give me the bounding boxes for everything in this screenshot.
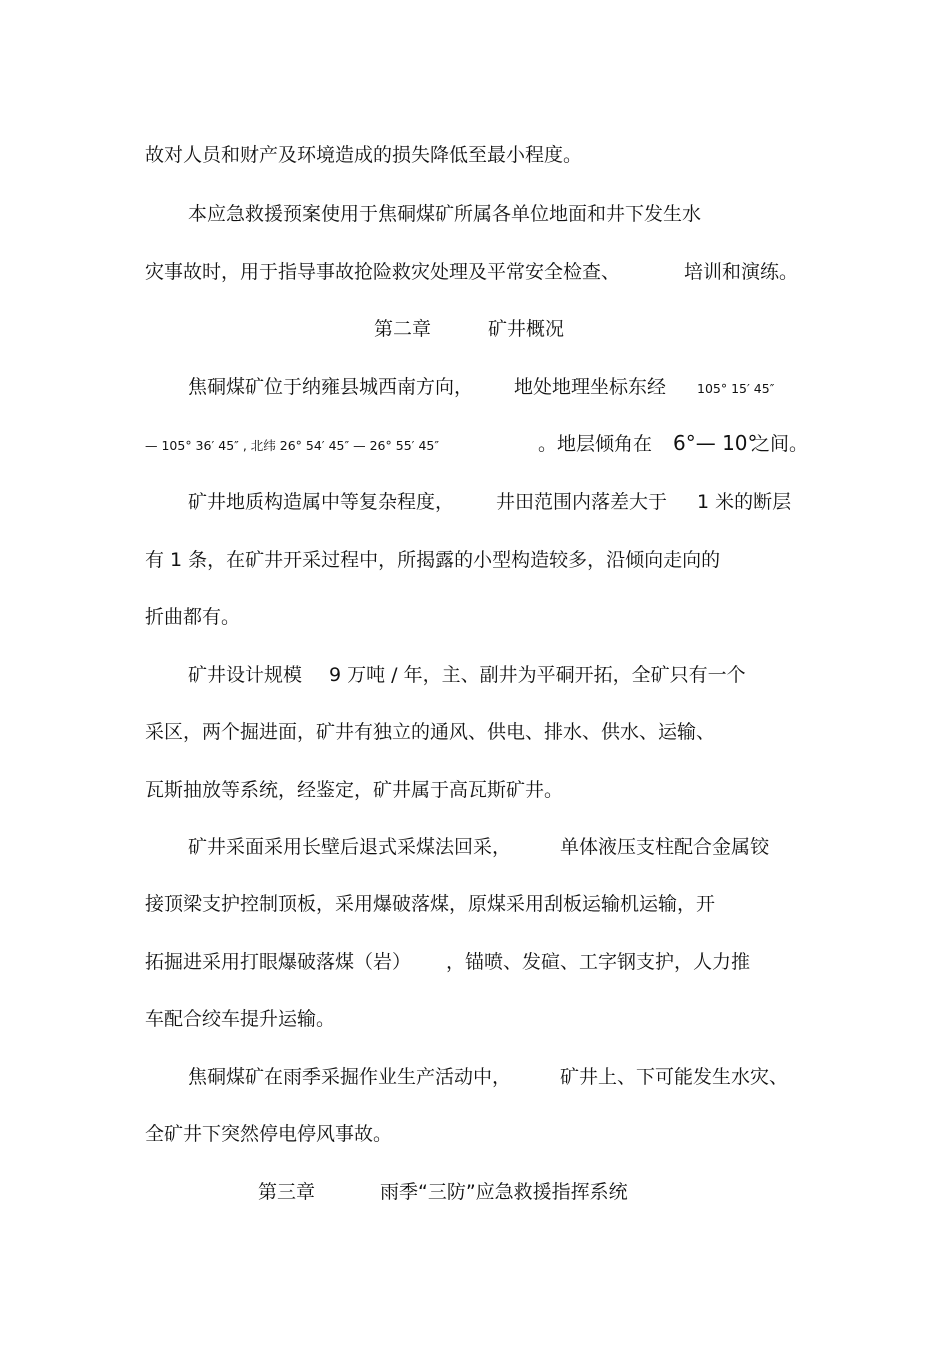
coordinate-text: — 105° 36′ 45″ , 北纬 26° 54′ 45″ — 26° 55′ 45″ — [145, 438, 440, 453]
body-line: ，锚喷、发碹、工字钢支护，人力推 — [446, 951, 751, 973]
body-line: 采区，两个掘进面，矿井有独立的通风、供电、排水、供水、运输、 — [145, 721, 716, 743]
body-line: 9 万吨 / 年，主、副井为平硐开拓，全矿只有一个 — [329, 664, 746, 686]
body-line: 焦硐煤矿位于纳雍县城西南方向， — [188, 376, 474, 398]
body-line: 1 米的断层 — [697, 491, 792, 513]
chapter-number: 第二章 — [374, 318, 432, 340]
body-line: 拓掘进采用打眼爆破落煤（岩） — [145, 951, 412, 973]
chapter-title: 矿井概况 — [488, 318, 565, 340]
body-line: 本应急救援预案使用于焦硐煤矿所属各单位地面和井下发生水 — [188, 203, 702, 225]
body-line: 有 1 条，在矿井开采过程中，所揭露的小型构造较多，沿倾向走向的 — [145, 549, 721, 571]
body-line: 接顶梁支护控制顶板，采用爆破落煤，原煤采用刮板运输机运输，开 — [145, 893, 716, 915]
body-line: 全矿井下突然停电停风事故。 — [145, 1123, 393, 1145]
body-line: 单体液压支柱配合金属铰 — [560, 836, 770, 858]
body-line: 矿井设计规模 — [188, 664, 303, 686]
body-line: 折曲都有。 — [145, 606, 241, 628]
chapter-title: 雨季“三防”应急救援指挥系统 — [380, 1181, 628, 1203]
body-line: 井田范围内落差大于 — [496, 491, 668, 513]
body-line: 瓦斯抽放等系统，经鉴定，矿井属于高瓦斯矿井。 — [145, 779, 564, 801]
body-line: 矿井上、下可能发生水灾、 — [560, 1066, 789, 1088]
body-line: 矿井地质构造属中等复杂程度， — [188, 491, 455, 513]
coordinate-text: 105° 15′ 45″ — [697, 381, 775, 396]
body-line: 灾事故时，用于指导事故抢险救灾处理及平常安全检查、 — [145, 261, 621, 283]
angle-text: 6°— 10° — [673, 431, 758, 455]
body-line: 。地层倾角在 — [538, 433, 653, 455]
chapter-number: 第三章 — [258, 1181, 316, 1203]
body-line: 车配合绞车提升运输。 — [145, 1008, 336, 1030]
body-line: 地处地理坐标东经 — [514, 376, 667, 398]
body-line: 故对人员和财产及环境造成的损失降低至最小程度。 — [145, 144, 583, 166]
body-line: 焦硐煤矿在雨季采掘作业生产活动中， — [188, 1066, 512, 1088]
body-line: 培训和演练。 — [684, 261, 799, 283]
body-line: 矿井采面采用长壁后退式采煤法回采， — [188, 836, 512, 858]
body-line: 之间。 — [751, 433, 809, 455]
